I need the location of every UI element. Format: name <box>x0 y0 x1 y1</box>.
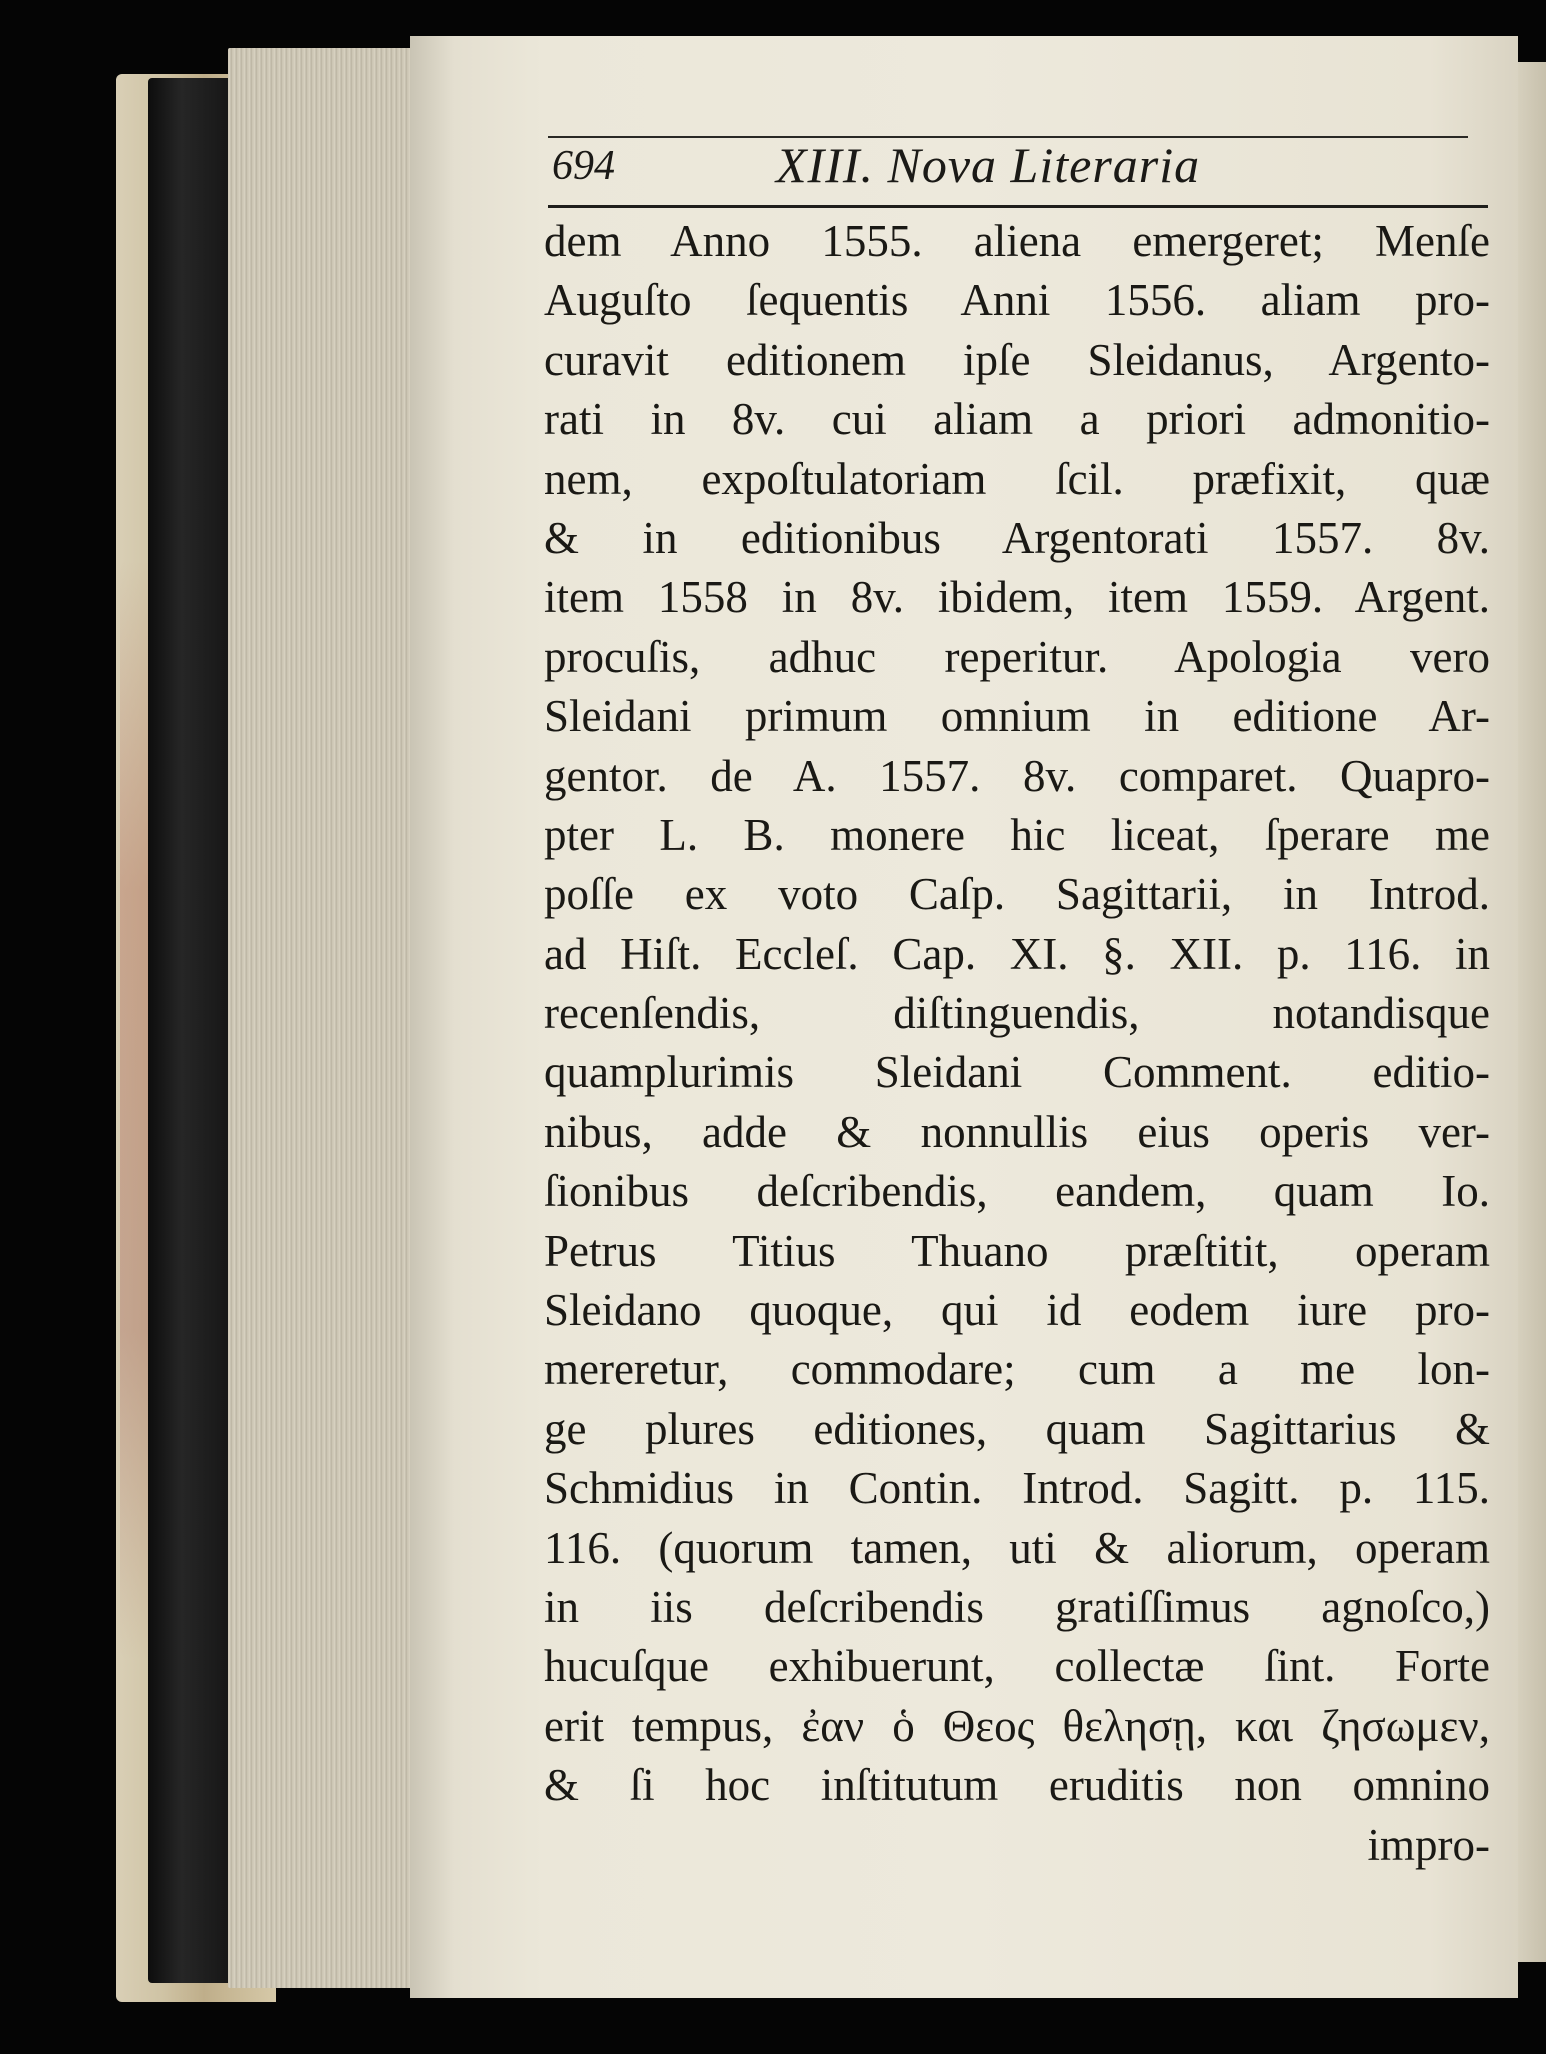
running-title: XIII. Nova Literaria <box>776 137 1201 193</box>
text-line: & in editionibus Argentorati 1557. 8v. <box>544 512 1490 563</box>
text-line: ad Hiſt. Eccleſ. Cap. XI. §. XII. p. 116. in <box>544 928 1490 979</box>
book-board <box>148 78 232 1983</box>
page-edges <box>228 48 428 1988</box>
text-line: quamplurimis Sleidani Comment. editio- <box>544 1047 1490 1098</box>
text-line: hucuſque exhibuerunt, collectæ ſint. Forte <box>544 1641 1490 1692</box>
page-number: 694 <box>552 143 615 189</box>
text-line: mereretur, commodare; cum a me lon- <box>544 1344 1490 1395</box>
body-text <box>544 212 1490 1875</box>
text-line: pter L. B. monere hic liceat, ſperare me <box>544 809 1490 860</box>
text-line: ſionibus deſcribendis, eandem, quam Io. <box>544 1166 1490 1217</box>
text-line: Sleidani primum omnium in editione Ar- <box>544 691 1490 742</box>
text-line: nem, expoſtulatoriam ſcil. præfixit, quæ <box>544 453 1490 504</box>
text-line: ge plures editiones, quam Sagittarius & <box>544 1403 1490 1454</box>
text-line: nibus, adde & nonnullis eius operis ver- <box>544 1106 1490 1157</box>
text-line: & ſi hoc inſtitutum eruditis non omnino <box>544 1760 1490 1811</box>
text-line: item 1558 in 8v. ibidem, item 1559. Argent. <box>544 572 1490 623</box>
facing-page-sliver <box>1514 62 1546 1962</box>
text-line: erit tempus, ἐαν ὁ Θεος θελησῃ, και ζησωμεν, <box>544 1700 1490 1751</box>
header-rule-bottom <box>548 205 1488 208</box>
text-line: curavit editionem ipſe Sleidanus, Argento- <box>544 334 1490 385</box>
catchword: impro- <box>1367 1819 1490 1870</box>
text-line: gentor. de A. 1557. 8v. comparet. Quapro- <box>544 750 1490 801</box>
text-line: poſſe ex voto Caſp. Sagittarii, in Introd. <box>544 869 1490 920</box>
text-line: Auguſto ſequentis Anni 1556. aliam pro- <box>544 275 1490 326</box>
text-line: Schmidius in Contin. Introd. Sagitt. p. 115. <box>544 1463 1490 1514</box>
text-line: 116. (quorum tamen, uti & aliorum, operam <box>544 1522 1490 1573</box>
text-line: dem Anno 1555. aliena emergeret; Menſe <box>544 216 1490 266</box>
text-line: procuſis, adhuc reperitur. Apologia vero <box>544 631 1490 682</box>
text-line: Sleidano quoque, qui id eodem iure pro- <box>544 1285 1490 1336</box>
text-line: recenſendis, diſtinguendis, notandisque <box>544 988 1490 1039</box>
text-line: Petrus Titius Thuano præſtitit, operam <box>544 1225 1490 1276</box>
text-line: rati in 8v. cui aliam a priori admonitio- <box>544 394 1490 445</box>
text-line: in iis deſcribendis gratiſſimus agnoſco,) <box>544 1581 1490 1632</box>
